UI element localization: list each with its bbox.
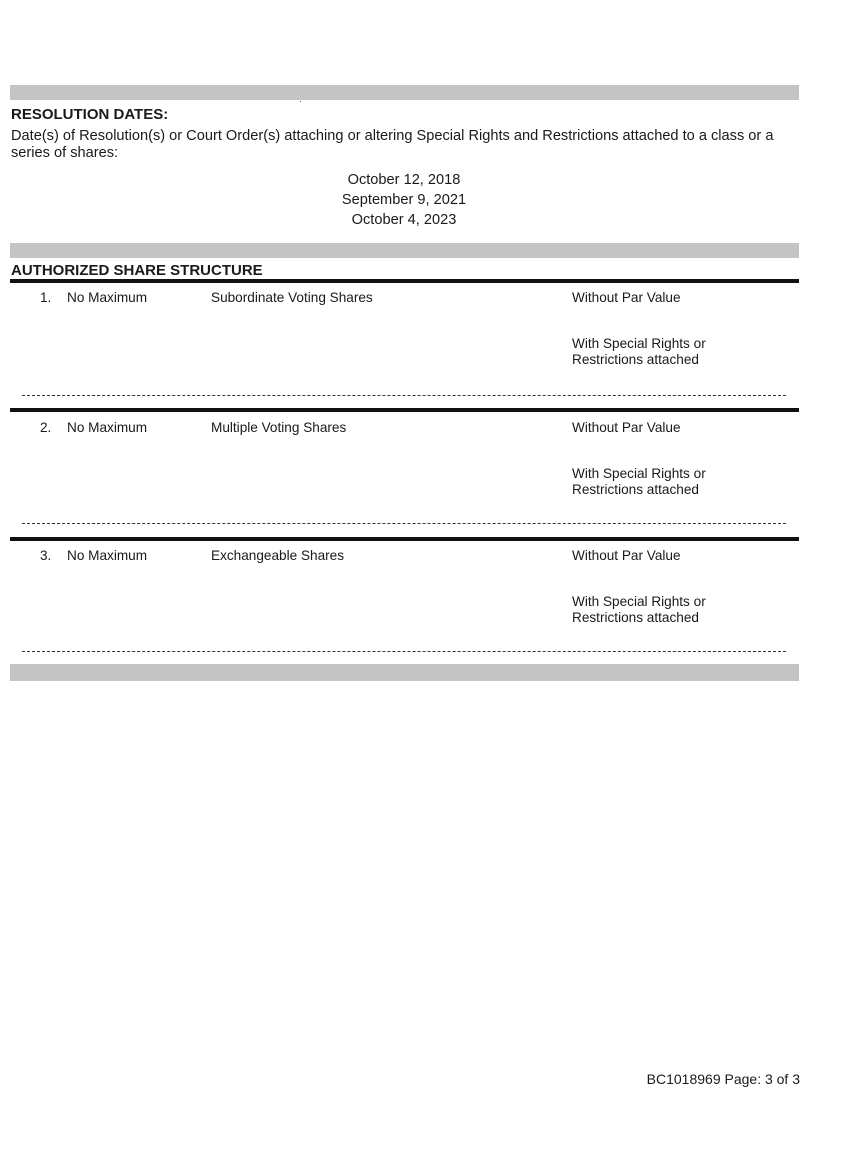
row-dashed-separator <box>22 651 786 652</box>
share-class-row <box>0 290 849 400</box>
resolution-date: October 4, 2023 <box>351 212 457 228</box>
row-par-value: Without Par Value <box>572 548 681 563</box>
row-class-name: Multiple Voting Shares <box>211 420 347 435</box>
section-band-top <box>10 85 799 100</box>
row-number: 3. <box>40 548 52 563</box>
section-band-middle <box>10 243 799 258</box>
row-number: 1. <box>40 290 52 305</box>
resolution-description: Date(s) of Resolution(s) or Court Order(s) attaching or altering Special Rights and Restrictions attached to a class or a series of shares: <box>11 128 774 161</box>
row-number: 2. <box>40 420 52 435</box>
resolution-dates-list <box>254 170 554 230</box>
resolution-date: September 9, 2021 <box>341 192 467 208</box>
row-class-name: Exchangeable Shares <box>211 548 345 563</box>
authorized-share-structure-heading: AUTHORIZED SHARE STRUCTURE <box>11 262 263 279</box>
row-class-name: Subordinate Voting Shares <box>211 290 373 305</box>
row-par-value: Without Par Value <box>572 290 681 305</box>
scan-artifact <box>300 101 301 102</box>
share-class-row <box>0 548 849 658</box>
share-class-row <box>0 420 849 530</box>
row-maximum: No Maximum <box>67 548 148 563</box>
row-dashed-separator <box>22 523 786 524</box>
row-special-rights: With Special Rights or Restrictions attached <box>572 594 706 625</box>
section-band-bottom <box>10 664 799 681</box>
row-top-rule <box>10 408 799 412</box>
row-special-rights: With Special Rights or Restrictions attached <box>572 336 706 367</box>
resolution-dates-heading: RESOLUTION DATES: <box>11 106 169 123</box>
row-maximum: No Maximum <box>67 290 148 305</box>
page-footer: BC1018969 Page: 3 of 3 <box>646 1071 800 1087</box>
row-special-rights: With Special Rights or Restrictions attached <box>572 466 706 497</box>
resolution-date: October 12, 2018 <box>347 172 461 188</box>
row-par-value: Without Par Value <box>572 420 681 435</box>
row-top-rule <box>10 279 799 283</box>
row-top-rule <box>10 537 799 541</box>
row-maximum: No Maximum <box>67 420 148 435</box>
row-dashed-separator <box>22 395 786 396</box>
